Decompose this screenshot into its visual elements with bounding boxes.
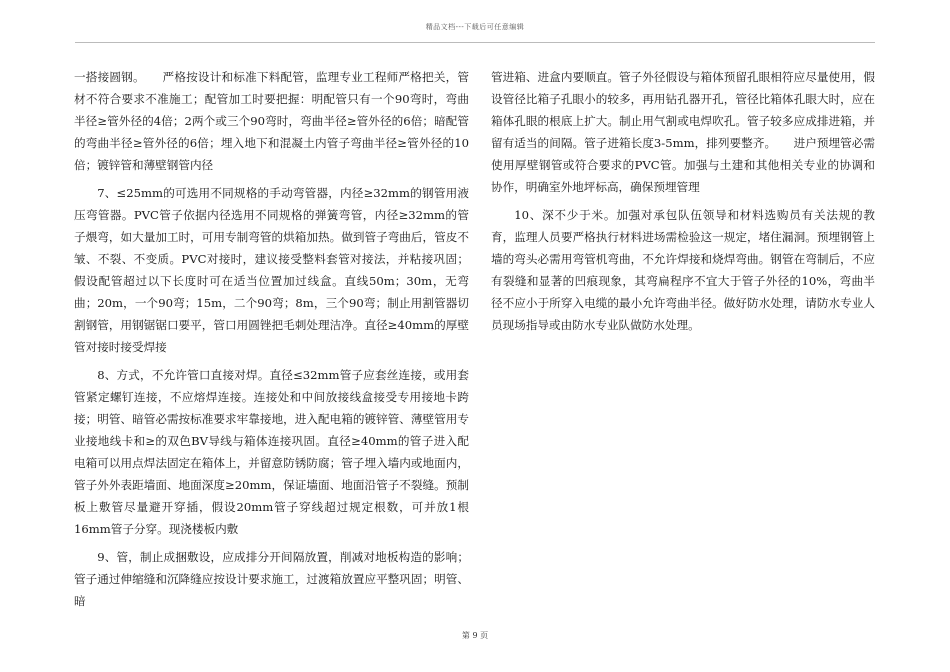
left-text-column	[74, 66, 469, 618]
paragraph-item-9: 9、管，制止成捆敷设，应成排分开间隔放置，削减对地板构造的影响；管子通过伸缩缝和沉降缝应按设计要求施工，过渡箱放置应平整巩固；明管、暗	[74, 550, 469, 608]
paragraph-continuation: 一搭接圆钢。 严格按设计和标准下料配管，监理专业工程师严格把关，管材不符合要求不准施工；配管加工时要把握：明配管只有一个90弯时，弯曲半径≥管外径的4倍；2两个或三个90弯时，弯曲半径≥管外径的6倍；暗配管的弯曲半径≥管外径的6倍；埋入地下和混凝土内管子弯曲半径≥管外径的10倍；镀锌管和薄壁钢管内径	[74, 70, 469, 172]
paragraph-item-8: 8、方式，不允许管口直接对焊。直径≤32mm管子应套丝连接，或用套管紧定螺钉连接，不应熔焊连接。连接处和中间放接线盒接受专用接地卡跨接；明管、暗管必需按标准要求牢靠接地，进入配电箱的镀锌管、薄壁管用专业接地线卡和≥的双色BV导线与箱体连接巩固。直径≥40mm的管子进入配电箱可以用点焊法固定在箱体上，并留意防锈防腐；管子埋入墙内或地面内，管子外外表距墙面、地面深度≥20mm，保证墙面、地面沿管子不裂缝。预制板上敷管尽量避开穿插，假设20mm管子穿线超过规定根数，可并放1根16mm管子分穿。现浇楼板内敷	[74, 368, 469, 536]
page-number: 第 9 页	[461, 631, 489, 640]
paragraph-item-7: 7、≤25mm的可选用不同规格的手动弯管器，内径≥32mm的钢管用液压弯管器。PVC管子依据内径选用不同规格的弹簧弯管，内径≥32mm的管子煨弯，如大量加工时，可用专制弯管的烘箱加热。做到管子弯曲后，管皮不皱、不裂、不变质。PVC对接时，建议接受整料套管对接法，并粘接巩固；假设配管超过以下长度时可在适当位置加过线盒。直线50m；30m，无弯曲；20m，一个90弯；15m，二个90弯；8m，三个90弯；制止用割管器切割钢管，用钢锯锯口要平，管口用圆锉把毛刺处理洁净。直径≥40mm的厚壁管对接时接受焊接	[74, 186, 469, 354]
document-header-note: 精品文档---下载后可任意编辑	[425, 23, 525, 31]
header-divider	[75, 42, 875, 43]
right-text-column	[491, 66, 875, 342]
paragraph-continuation-right: 管进箱、进盒内要顺直。管子外径假设与箱体预留孔眼相符应尽量使用，假设管径比箱子孔眼小的较多，再用钻孔器开孔，管径比箱体孔眼大时，应在箱体孔眼的根底上扩大。制止用气割或电焊吹孔。管子较多应成排进箱，并留有适当的间隔。管子进箱长度3-5mm，排列要整齐。 进户预埋管必需使用厚壁钢管或符合要求的PVC管。加强与土建和其他相关专业的协调和协作，明确室外地坪标高，确保预埋管理	[491, 70, 875, 194]
paragraph-item-10: 10、深不少于米。加强对承包队伍领导和材料选购员有关法规的教育，监理人员要严格执行材料进场需检验这一规定，堵住漏洞。预埋钢管上墙的弯头必需用弯管机弯曲，不允许焊接和烧焊弯曲。钢管在弯制后，不应有裂缝和显著的凹痕现象，其弯扁程序不宜大于管子外径的10%，弯曲半径不应小于所穿入电缆的最小允许弯曲半径。做好防水处理，请防水专业人员现场指导或由防水专业队做防水处理。	[491, 208, 875, 332]
